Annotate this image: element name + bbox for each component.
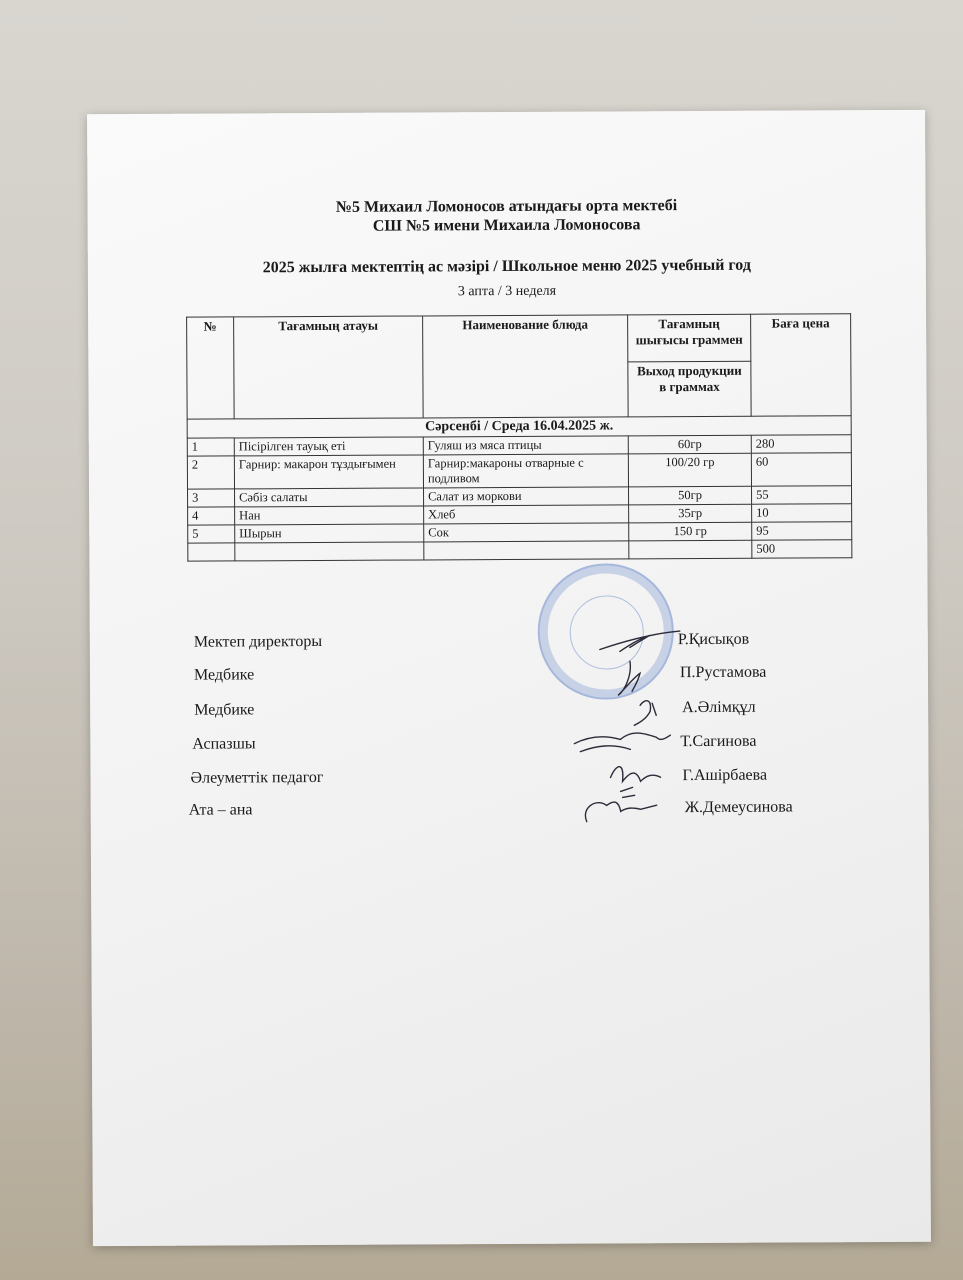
row-num: 2: [187, 456, 234, 489]
school-name-kz: №5 Михаил Ломоносов атындағы орта мектебі: [335, 197, 678, 216]
day-label: Сәрсенбі / Среда 16.04.2025 ж.: [187, 416, 851, 438]
table-header-row: [187, 314, 851, 364]
header-name-kz: Тағамның атауы: [234, 316, 424, 419]
row-price: 280: [751, 435, 851, 454]
signature-role: Аспазшы: [192, 735, 256, 753]
row-name-ru: Гуляш из мяса птицы: [423, 436, 628, 455]
row-price: 10: [752, 504, 852, 523]
row-price: 55: [751, 486, 851, 505]
signature-role: Медбике: [194, 701, 255, 719]
menu-title: 2025 жылға мектептің ас мәзірі / Школьное меню 2025 учебный год: [262, 256, 751, 277]
row-price: 95: [752, 522, 852, 541]
row-name-ru: Гарнир:макароны отварные с подливом: [423, 454, 628, 488]
row-name-ru: Салат из моркови: [424, 487, 629, 506]
signature-mark-nurse-2: [634, 701, 656, 726]
school-name-ru: СШ №5 имени Михаила Ломоносова: [372, 216, 641, 235]
row-name-kz: Нан: [235, 506, 424, 525]
header-output-kz: Тағамның шығысы граммен: [628, 314, 751, 362]
row-output: 100/20 гр: [628, 453, 751, 487]
row-output: 50гр: [629, 486, 752, 505]
row-output: 35гр: [629, 504, 752, 523]
signature-name: А.Әлімқұл: [682, 698, 756, 717]
signature-role: Медбике: [193, 666, 255, 684]
row-name-ru: Сок: [424, 523, 629, 542]
menu-document: [87, 110, 931, 1246]
menu-table: [186, 313, 852, 561]
signature-name: Т.Сагинова: [680, 732, 757, 751]
header-price: Баға цена: [751, 314, 852, 417]
signature-mark-director: [600, 631, 680, 651]
row-output: 150 гр: [629, 522, 752, 541]
signature-name: Ж.Демеусинова: [684, 798, 793, 817]
row-num: 1: [187, 438, 234, 456]
table-row: [187, 453, 851, 489]
row-name-kz: Шырын: [235, 524, 424, 543]
total-price: 500: [752, 540, 852, 559]
signature-role: Әлеуметтік педагог: [190, 768, 324, 787]
week-label: 3 апта / 3 неделя: [457, 283, 557, 300]
row-name-kz: Гарнир: макарон тұздығымен: [234, 455, 423, 489]
signature-role: Мектеп директоры: [193, 632, 323, 651]
signature-mark-pedagogue: [610, 766, 660, 781]
signature-mark-parent: [585, 787, 656, 821]
signature-role: Ата – ана: [188, 801, 253, 819]
row-name-ru: Хлеб: [424, 505, 629, 524]
signature-name: Р.Қисықов: [677, 630, 750, 649]
row-num: 5: [188, 525, 235, 543]
signature-mark-cook: [574, 733, 670, 752]
handwritten-signatures: [560, 611, 691, 842]
header-output-ru: Выход продукции в граммах: [628, 361, 751, 417]
header-name-ru: Наименование блюда: [423, 315, 629, 418]
row-name-kz: Пісірілген тауық еті: [234, 437, 423, 456]
signature-name: П.Рустамова: [679, 663, 767, 682]
row-num: 3: [188, 489, 235, 507]
row-price: 60: [751, 453, 851, 487]
row-num: 4: [188, 507, 235, 525]
signature-name: Г.Ашірбаева: [682, 766, 768, 785]
total-row: [188, 540, 852, 561]
row-name-kz: Сәбіз салаты: [235, 488, 424, 507]
row-output: 60гр: [628, 435, 751, 454]
signature-mark-nurse-1: [618, 661, 640, 695]
header-num: №: [187, 317, 235, 419]
